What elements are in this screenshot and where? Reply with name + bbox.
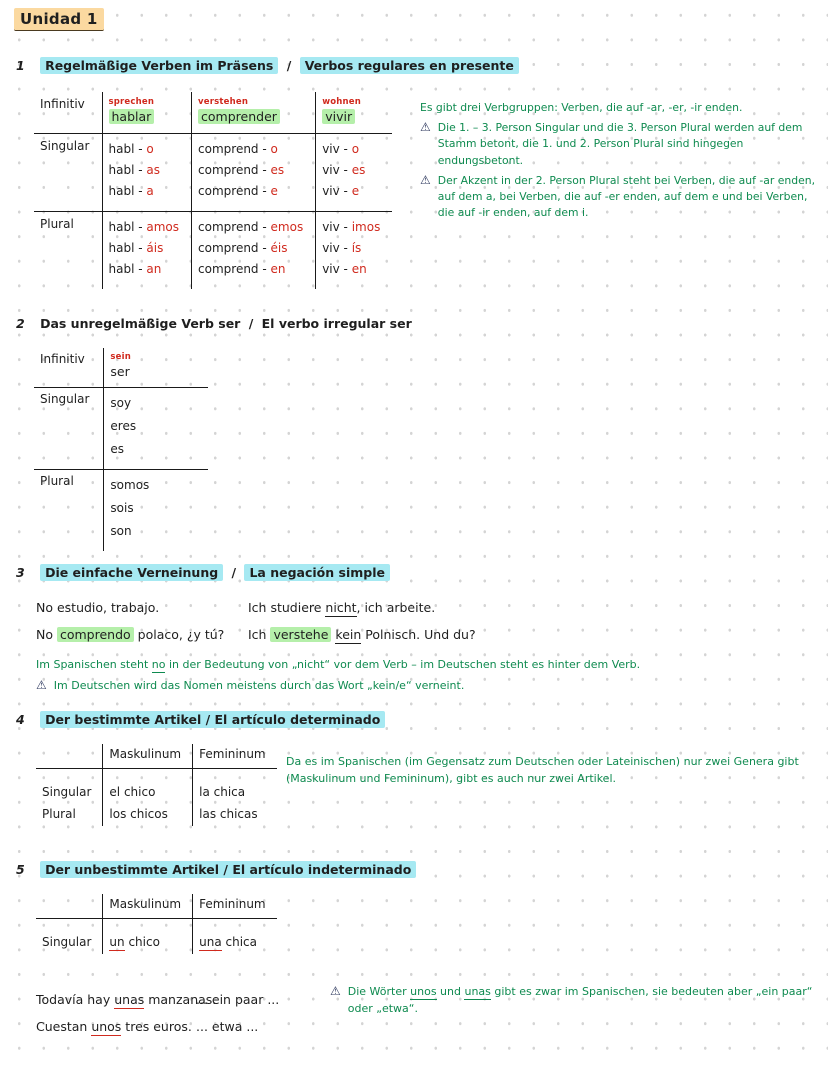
text: Cuestan (36, 1019, 92, 1034)
conjugation-cell (316, 134, 393, 212)
article-cell: la chica (199, 785, 246, 799)
verb-ending: emos (270, 220, 304, 234)
underlined-word: unas (114, 992, 145, 1007)
section-1-title-es: Verbos regulares en presente (300, 57, 519, 74)
conjugation-line: soy (110, 396, 132, 410)
underlined-word: nicht (325, 600, 357, 615)
example-german (248, 621, 476, 648)
row-label-singular: Singular (36, 769, 103, 805)
row-label-plural: Plural (34, 212, 102, 290)
verb-ending: as (146, 163, 160, 177)
verb-infinitive-wrap (198, 109, 303, 124)
example-german: ... ein paar ... (196, 992, 280, 1007)
verb-ending: en (351, 262, 367, 276)
row-label-plural: Plural (36, 804, 103, 826)
conjugation-line (322, 139, 380, 160)
verb-stem: habl - (108, 142, 143, 156)
section-3-heading (16, 565, 390, 580)
conjugation-line (198, 139, 303, 160)
row-label-singular: Singular (34, 134, 102, 212)
plural-row (34, 470, 208, 552)
example-spanish (36, 986, 217, 1013)
example-spanish (36, 621, 248, 648)
verb-ending: o (270, 142, 278, 156)
conjugation-line (198, 259, 303, 280)
verb-stem: habl - (108, 241, 143, 255)
row-label-plural: Plural (34, 470, 104, 552)
verb-infinitive-wrap (322, 109, 380, 124)
verb-infinitive-wrap (109, 109, 180, 124)
verb-stem: viv - (322, 241, 348, 255)
section-3-title-de: Die einfache Verneinung (40, 564, 223, 581)
conjugation-line (109, 181, 180, 202)
section-2-separator: / (248, 316, 254, 331)
text: Im Spanischen steht (36, 658, 152, 671)
conjugation-cell (104, 388, 208, 470)
verb-stem: comprend - (198, 241, 267, 255)
verb-stem: comprend - (198, 163, 267, 177)
text: polaco, ¿y tú? (133, 627, 225, 642)
example-german (248, 594, 435, 621)
verb-stem: habl - (108, 163, 143, 177)
table-header-row (36, 744, 277, 769)
example-row (36, 594, 476, 621)
conjugation-cell (102, 134, 192, 212)
underlined-article: un (109, 935, 125, 949)
section-1-heading (16, 58, 519, 73)
text: , ich arbeite. (356, 600, 436, 615)
verb-stem: viv - (322, 220, 348, 234)
text: chica (221, 935, 258, 949)
row-label-infinitiv: Infinitiv (34, 348, 104, 388)
verb-ending: an (146, 262, 162, 276)
section-4-number: 4 (16, 712, 25, 727)
text: tres euros. (121, 1019, 192, 1034)
note-text (36, 657, 798, 674)
text: No (36, 627, 57, 642)
verb-translation-de: verstehen (198, 97, 249, 107)
plural-row (36, 804, 277, 826)
section-5-heading (16, 862, 416, 877)
text: Polnisch. Und du? (361, 627, 476, 642)
article-cell: el chico (103, 769, 193, 805)
conjugation-line (198, 181, 303, 202)
article-cell: los chicos (103, 804, 193, 826)
table-header-row (34, 92, 392, 134)
note-text: Da es im Spanischen (im Gegensatz zum Deutschen oder Lateinischen) nur zwei Genera gibt (Maskulinum und Femininum), gibt es auch nur zwei Artikel. (286, 755, 799, 785)
conjugation-line (322, 181, 380, 202)
conjugation-line (198, 217, 303, 238)
conjugation-cell (316, 212, 393, 290)
verb-ending: éis (270, 241, 288, 255)
verb-stem: viv - (322, 262, 348, 276)
singular-row (36, 769, 277, 805)
text: und (436, 985, 465, 998)
section-1-number: 1 (16, 58, 25, 73)
verb-stem: viv - (322, 163, 348, 177)
conjugation-line (322, 238, 380, 259)
verb-stem: comprend - (198, 220, 267, 234)
conjugation-line: eres (110, 419, 137, 433)
column-feminine: Femininum (193, 894, 277, 919)
conjugation-line: son (110, 524, 132, 538)
note-text (348, 984, 816, 1017)
example-row (36, 1013, 279, 1040)
singular-row (34, 134, 392, 212)
highlighted-word: verstehe (270, 627, 331, 642)
text: Die Wörter (347, 985, 411, 998)
verb-column-ser (104, 348, 208, 388)
row-label-singular: Singular (34, 388, 104, 470)
section-2-title-de: Das unregelmäßige Verb ser (40, 316, 241, 331)
section-3-number: 3 (16, 565, 25, 580)
verb-column-comprender (192, 92, 316, 134)
note-text: Es gibt drei Verbgruppen: Verben, die auf -ar, -er, -ir enden. (420, 101, 743, 114)
verb-stem: habl - (108, 262, 143, 276)
conjugation-line (322, 259, 380, 280)
note-text: Der Akzent in der 2. Person Plural steht bei Verben, die auf -ar enden, auf dem a, bei Verben, die auf -er enden, auf dem e und bei Verben, die auf -ir enden, auf dem i. (437, 173, 816, 220)
verb-infinitive: vivir (322, 109, 355, 124)
highlighted-word: comprendo (57, 627, 134, 642)
table-header-row (34, 348, 208, 388)
verb-stem: comprend - (198, 142, 267, 156)
section-2-heading (16, 316, 412, 331)
article-cell: las chicas (199, 807, 258, 821)
verb-stem: comprend - (198, 184, 267, 198)
verb-infinitive: ser (110, 364, 130, 379)
text: gibt es zwar im Spanischen, sie bedeuten aber „ein paar“ oder „etwa“. (347, 985, 813, 1015)
page-title-text: Unidad 1 (14, 8, 104, 31)
conjugation-line (198, 238, 303, 259)
section-4-title: Der bestimmte Artikel / El artículo determinado (40, 711, 385, 728)
definite-article-table (36, 744, 277, 826)
text: Ich studiere (248, 600, 326, 615)
indefinite-article-table (36, 894, 277, 954)
section-5-number: 5 (16, 862, 25, 877)
verb-ending: en (270, 262, 286, 276)
warning-icon: ⚠ (36, 677, 47, 692)
warning-icon: ⚠ (330, 984, 341, 998)
article-cell (193, 919, 277, 955)
verb-ending: áis (146, 241, 164, 255)
warning-icon: ⚠ (420, 120, 431, 135)
verb-ending: a (146, 184, 154, 198)
underlined-word: unos (91, 1019, 122, 1034)
section-5-title: Der unbestimmte Artikel / El artículo indeterminado (40, 861, 416, 878)
verb-ending: e (270, 184, 278, 198)
verb-stem: habl - (108, 220, 143, 234)
conjugation-line (322, 217, 380, 238)
verb-translation-de: sein (110, 352, 131, 362)
conjugation-line (109, 259, 180, 280)
plural-row (34, 212, 392, 290)
verb-translation-de: wohnen (322, 97, 362, 107)
verb-infinitive: comprender (198, 109, 280, 124)
ser-table (34, 348, 208, 551)
underlined-word: unas (464, 985, 491, 998)
singular-row (34, 388, 208, 470)
verb-stem: viv - (322, 142, 348, 156)
article-cell (103, 919, 193, 955)
verb-stem: viv - (322, 184, 348, 198)
verb-ending: imos (351, 220, 381, 234)
section-1-notes (420, 100, 818, 225)
conjugation-line (109, 139, 180, 160)
section-4-heading (16, 712, 385, 727)
underlined-word: no (151, 658, 166, 671)
note-text: Die 1. – 3. Person Singular und die 3. Person Plural werden auf dem Stamm betont, die 1. und 2. Person Plural sind hingegen endungsbetont. (437, 121, 803, 167)
note (420, 100, 818, 116)
conjugation-cell (192, 212, 316, 290)
text: Ich (248, 627, 271, 642)
text: manzanas. (144, 992, 217, 1007)
verb-column-vivir (316, 92, 393, 134)
singular-row (36, 919, 277, 955)
section-5-note (330, 984, 816, 1021)
section-3-notes (36, 657, 798, 698)
conjugation-cell (104, 470, 208, 552)
verb-ending: e (351, 184, 360, 198)
warning-icon: ⚠ (420, 172, 431, 187)
note-text: Im Deutschen wird das Nomen meistens durch das Wort „kein/e“ verneint. (53, 678, 465, 692)
indefinite-examples (36, 986, 279, 1040)
text: Todavía hay (36, 992, 115, 1007)
column-masculine: Maskulinum (103, 894, 193, 919)
verb-ending: es (270, 163, 285, 177)
example-row (36, 986, 279, 1013)
conjugation-line (109, 217, 180, 238)
verb-ending: ís (351, 241, 362, 255)
table-header-row (36, 894, 277, 919)
verb-ending: o (146, 142, 154, 156)
verb-translation-de: sprechen (108, 97, 155, 107)
section-2-number: 2 (16, 316, 25, 331)
page-title (14, 10, 104, 28)
corner-cell (36, 894, 103, 919)
note (330, 984, 816, 1017)
conjugation-line: es (110, 442, 125, 456)
note (36, 657, 798, 674)
verb-column-hablar (102, 92, 192, 134)
verb-stem: habl - (108, 184, 143, 198)
section-3-title-es: La negación simple (244, 564, 390, 581)
conjugation-line (322, 160, 380, 181)
example-row (36, 621, 476, 648)
conjugation-line (109, 238, 180, 259)
corner-cell (36, 744, 103, 769)
example-spanish (36, 1013, 196, 1040)
conjugation-line: somos (110, 478, 150, 492)
verb-ending: o (351, 142, 360, 156)
section-4-note (286, 754, 814, 791)
note (36, 678, 798, 695)
verb-infinitive: hablar (109, 109, 155, 124)
section-2-title-es: El verbo irregular ser (261, 316, 412, 331)
column-masculine: Maskulinum (103, 744, 193, 769)
example-spanish: No estudio, trabajo. (36, 600, 160, 615)
row-label-singular: Singular (36, 919, 103, 955)
section-1-separator: / (286, 58, 292, 73)
text: in der Bedeutung von „nicht“ vor dem Verb – im Deutschen steht es hinter dem Verb. (165, 658, 641, 671)
verb-stem: comprend - (198, 262, 267, 276)
underlined-word: unos (410, 985, 437, 998)
text: chico (124, 935, 160, 949)
negation-examples (36, 594, 476, 648)
conjugation-line (109, 160, 180, 181)
underlined-word: kein (335, 627, 362, 642)
verb-ending: es (351, 163, 366, 177)
conjugation-cell (102, 212, 192, 290)
regular-verbs-table (34, 92, 392, 289)
conjugation-line (198, 160, 303, 181)
note (286, 754, 814, 787)
conjugation-line: sois (110, 501, 134, 515)
underlined-article: una (199, 935, 222, 949)
row-label-infinitiv: Infinitiv (34, 92, 102, 134)
verb-ending: amos (146, 220, 180, 234)
example-german: ... etwa ... (196, 1019, 259, 1034)
note (420, 173, 818, 222)
column-feminine: Femininum (193, 744, 277, 769)
section-1-title-de: Regelmäßige Verben im Präsens (40, 57, 278, 74)
note (420, 120, 818, 169)
section-3-separator: / (231, 565, 237, 580)
conjugation-cell (192, 134, 316, 212)
